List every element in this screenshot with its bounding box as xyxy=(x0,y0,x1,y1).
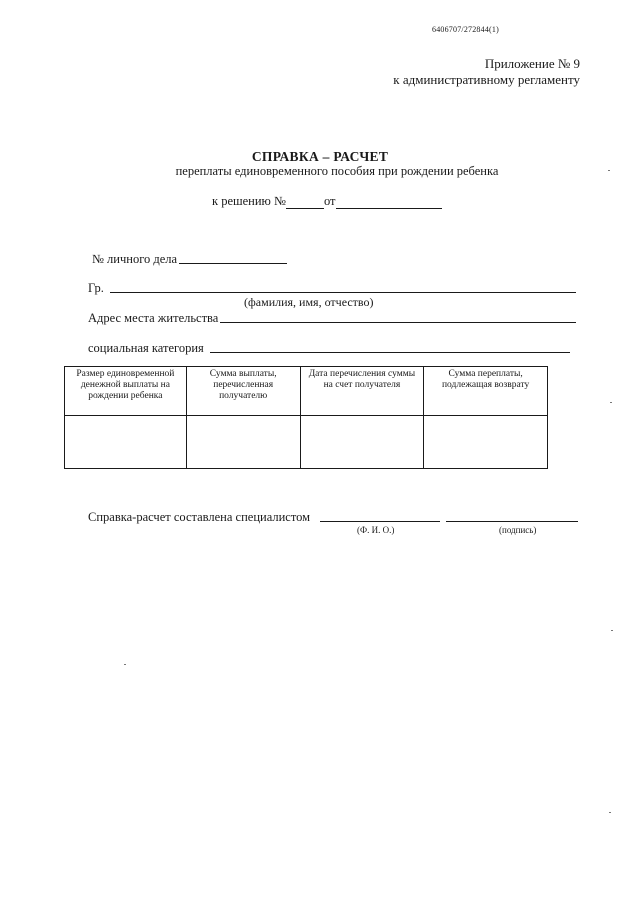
citizen-label: Гр. xyxy=(88,281,104,295)
annex-number: Приложение № 9 xyxy=(484,56,580,71)
citizen-blank xyxy=(110,291,576,293)
table-cell xyxy=(300,416,424,469)
decision-number-blank xyxy=(286,196,324,209)
scan-speck xyxy=(609,812,611,813)
column-header-benefit-amount: Размер единовременной денежной выплаты на рождении ребенка xyxy=(65,367,187,416)
table-row xyxy=(65,416,548,469)
decision-number-label: к решению № xyxy=(212,194,286,208)
address-blank xyxy=(220,321,576,323)
case-number-label: № личного дела xyxy=(92,252,178,266)
column-header-paid-amount: Сумма выплаты, перечисленная получателю xyxy=(186,367,300,416)
document-title: СПРАВКА – РАСЧЕТ xyxy=(251,149,389,164)
document-subtitle: переплаты единовременного пособия при рождении ребенка xyxy=(175,164,499,178)
fio-hint: (Ф. И. О.) xyxy=(357,525,395,535)
document-id: 6406707/272844(1) xyxy=(432,25,499,34)
table-cell xyxy=(424,416,548,469)
scan-speck xyxy=(608,170,610,171)
annex-reference: к административному регламенту xyxy=(393,72,580,87)
case-number-blank xyxy=(179,262,287,264)
case-number-field xyxy=(92,252,287,267)
citizen-hint: (фамилия, имя, отчество) xyxy=(244,295,374,309)
table-cell xyxy=(65,416,187,469)
specialist-name-blank xyxy=(320,521,440,522)
decision-reference xyxy=(212,194,442,209)
column-header-overpayment-amount: Сумма переплаты, подлежащая возврату xyxy=(424,367,548,416)
citizen-field xyxy=(88,281,576,296)
table-cell xyxy=(186,416,300,469)
specialist-signature-blank xyxy=(446,521,578,522)
category-field xyxy=(88,341,570,356)
column-header-transfer-date: Дата перечисления суммы на счет получателя xyxy=(300,367,424,416)
scan-speck xyxy=(611,630,613,631)
compiled-by-label: Справка-расчет составлена специалистом xyxy=(88,510,311,524)
address-label: Адрес места жительства xyxy=(88,311,219,325)
table-header-row xyxy=(65,367,548,416)
decision-date-blank xyxy=(336,196,442,209)
category-blank xyxy=(210,351,570,353)
address-field xyxy=(88,311,576,326)
scan-speck xyxy=(124,664,126,665)
signature-hint: (подпись) xyxy=(499,525,537,535)
calculation-table xyxy=(64,366,548,469)
category-label: социальная категория xyxy=(88,341,204,355)
decision-date-label: от xyxy=(323,194,336,208)
scan-speck xyxy=(610,402,612,403)
